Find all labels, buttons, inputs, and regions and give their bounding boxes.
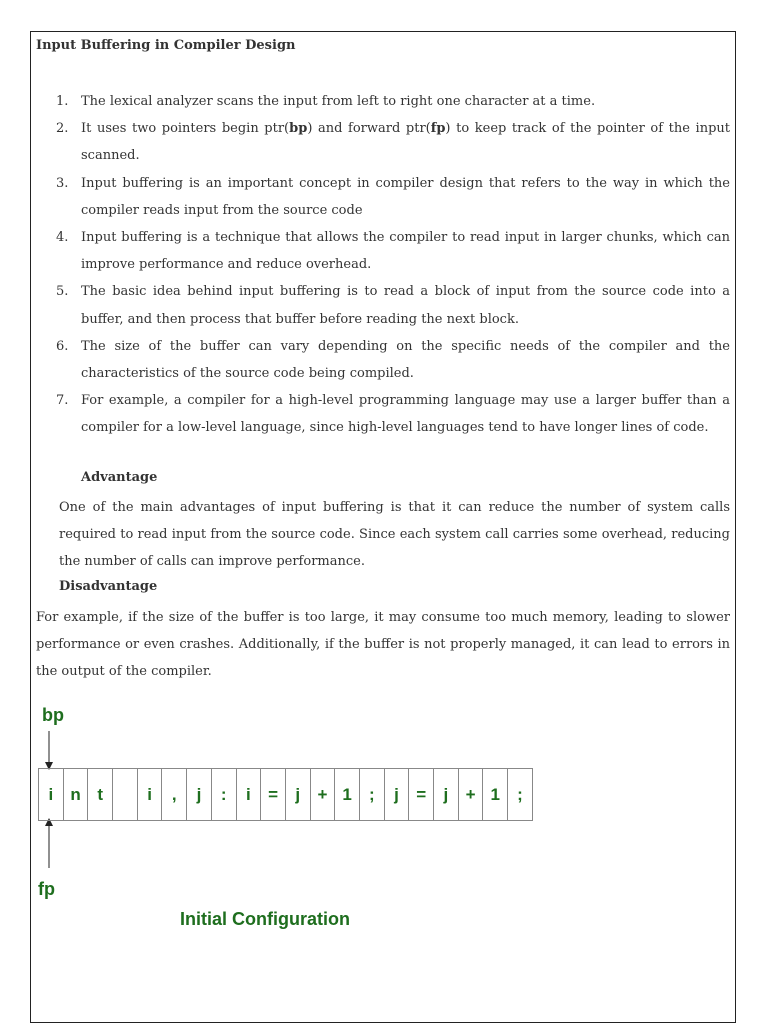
diagram-caption: Initial Configuration bbox=[180, 909, 350, 929]
item-text: The lexical analyzer scans the input from left to right one character at a time. bbox=[81, 94, 596, 109]
item-text: For example, a compiler for a high-level programming language may use a larger buffer than a compiler for a low-level language, since high-level languages tend to have longer lines of code. bbox=[81, 393, 730, 436]
buffer-cell: + bbox=[459, 769, 484, 820]
advantage-text: One of the main advantages of input buffering is that it can reduce the number of system calls required to read input from the source code. Since each system call carries some overhead, reducing the number of calls can improve performance. bbox=[59, 500, 730, 570]
buffer-cell: j bbox=[187, 769, 212, 820]
buffer-cell: i bbox=[138, 769, 163, 820]
bp-label: bp bbox=[42, 705, 64, 725]
item-text: It uses two pointers begin ptr( bbox=[81, 121, 290, 137]
item-text: ) to keep track of the pointer of the input scanned. bbox=[81, 121, 730, 164]
buffer-cell: j bbox=[434, 769, 459, 820]
item-text: Input buffering is an important concept in compiler design that refers to the way in which the compiler reads input from the source code bbox=[81, 175, 730, 218]
buffer-cell: , bbox=[162, 769, 187, 820]
points-list bbox=[36, 88, 730, 442]
disadvantage-text: For example, if the size of the buffer is too large, it may consume too much memory, leading to slower performance or even crashes. Additionally, if the buffer is not properly managed, it can lead to errors in the output of the compiler. bbox=[36, 610, 730, 680]
advantage-heading: Advantage bbox=[81, 470, 158, 485]
fp-term: fp bbox=[430, 121, 446, 137]
buffer-cell: j bbox=[286, 769, 311, 820]
item-text: Input buffering is a technique that allows the compiler to read input in larger chunks, which can improve performance and reduce overhead. bbox=[81, 230, 730, 273]
buffer-cell: i bbox=[39, 769, 64, 820]
item-number: 1. bbox=[56, 94, 69, 109]
disadvantage-heading: Disadvantage bbox=[59, 579, 158, 594]
buffer-cell: = bbox=[261, 769, 286, 820]
list-item bbox=[36, 333, 730, 387]
list-item bbox=[36, 170, 730, 224]
buffer-cell: 1 bbox=[335, 769, 360, 820]
fp-label: fp bbox=[38, 879, 55, 899]
item-number: 3. bbox=[56, 175, 69, 191]
document-title: Input Buffering in Compiler Design bbox=[36, 38, 296, 53]
list-item bbox=[36, 278, 730, 332]
list-item bbox=[36, 115, 730, 169]
item-number: 7. bbox=[56, 393, 69, 409]
item-number: 4. bbox=[56, 230, 69, 246]
buffer-cell bbox=[113, 769, 138, 820]
item-text: ) and forward ptr( bbox=[307, 121, 431, 137]
buffer-cell: + bbox=[311, 769, 336, 820]
buffer-cell: 1 bbox=[483, 769, 508, 820]
input-buffer bbox=[38, 768, 533, 821]
bp-term: bp bbox=[289, 121, 308, 137]
buffer-cell: : bbox=[212, 769, 237, 820]
list-item bbox=[36, 88, 730, 115]
buffer-cell: t bbox=[88, 769, 113, 820]
buffer-cell: i bbox=[237, 769, 262, 820]
list-item bbox=[36, 224, 730, 278]
item-text: The basic idea behind input buffering is to read a block of input from the source code into a buffer, and then process that buffer before reading the next block. bbox=[81, 284, 730, 327]
buffer-cell: ; bbox=[508, 769, 533, 820]
item-number: 6. bbox=[56, 338, 69, 354]
item-number: 2. bbox=[56, 121, 69, 137]
buffer-cell: n bbox=[64, 769, 89, 820]
item-number: 5. bbox=[56, 284, 69, 300]
buffer-cell: j bbox=[385, 769, 410, 820]
list-item bbox=[36, 387, 730, 441]
buffer-cell: ; bbox=[360, 769, 385, 820]
item-text: The size of the buffer can vary depending on the specific needs of the compiler and the characteristics of the source code being compiled. bbox=[81, 338, 730, 382]
buffer-cell: = bbox=[409, 769, 434, 820]
